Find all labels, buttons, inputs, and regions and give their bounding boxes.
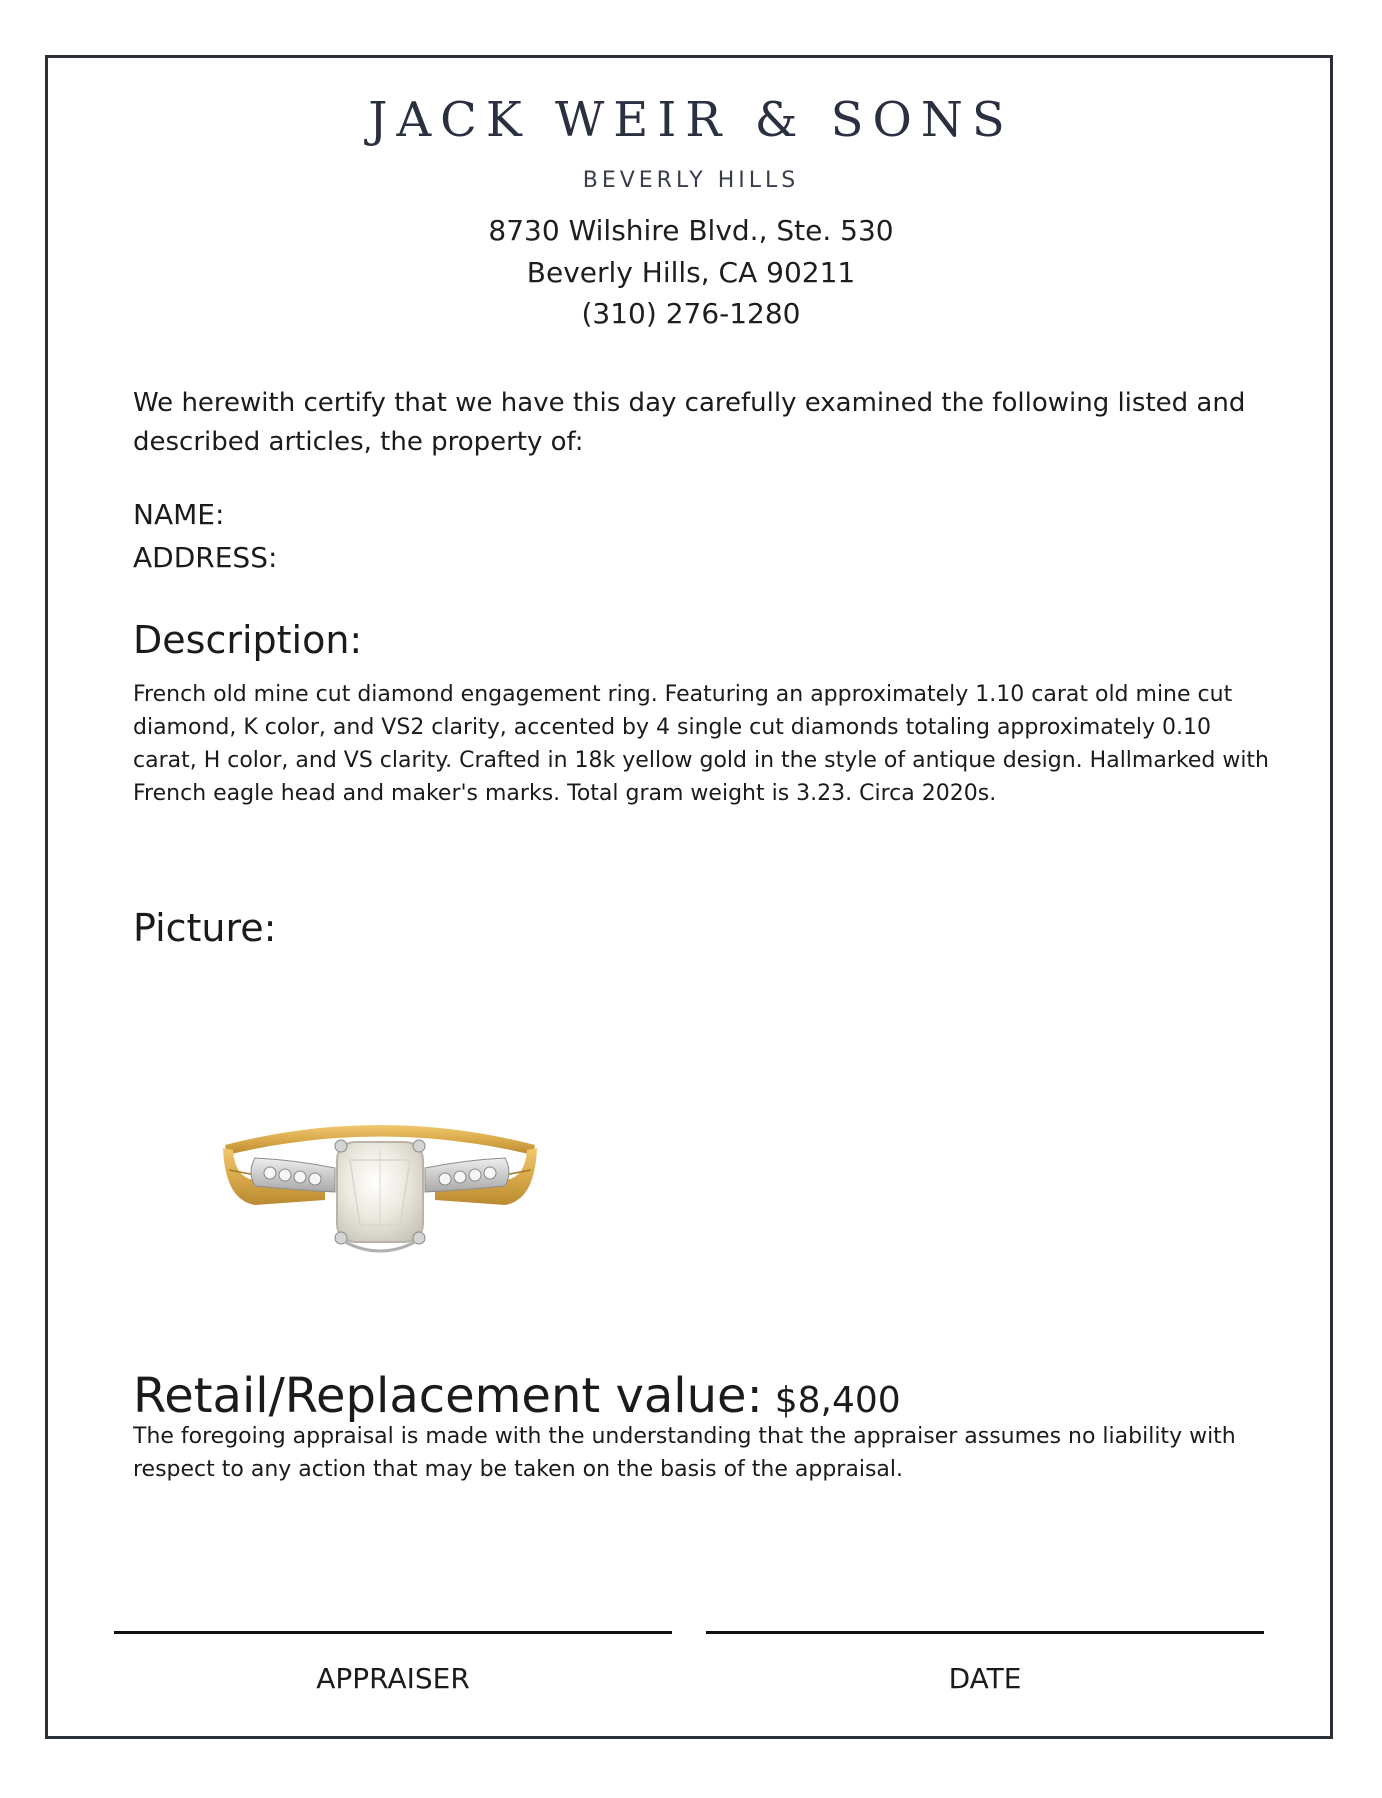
date-label: DATE: [948, 1662, 1022, 1695]
valuation-amount: $8,400: [774, 1380, 901, 1421]
appraiser-signature-line: [114, 1631, 672, 1634]
valuation-label: Retail/Replacement value:: [133, 1368, 763, 1424]
phone-number: (310) 276-1280: [581, 297, 801, 330]
brand-name: JACK WEIR & SONS: [368, 92, 1014, 148]
certification-text: We herewith certify that we have this day carefully examined the following listed and described articles, the property of:: [133, 388, 1246, 457]
address-label: ADDRESS:: [133, 541, 278, 574]
appraisal-disclaimer: The foregoing appraisal is made with the understanding that the appraiser assumes no liability with respect to any action that may be taken on the basis of the appraisal.: [133, 1424, 1236, 1482]
valuation-line: [133, 1368, 901, 1424]
ring-photo: [215, 1100, 545, 1270]
brand-location: BEVERLY HILLS: [582, 168, 800, 193]
picture-heading: Picture:: [133, 906, 277, 950]
description-heading: Description:: [133, 618, 363, 662]
date-signature-line: [706, 1631, 1264, 1634]
description-text: French old mine cut diamond engagement ring. Featuring an approximately 1.10 carat old mine cut diamond, K color, and VS2 clarity, accented by 4 single cut diamonds totaling approximately 0.10 carat, H color, and VS clarity. Crafted in 18k yellow gold in the style of antique design. Hallmarked with French eagle head and maker's marks. Total gram weight is 3.23. Circa 2020s.: [133, 682, 1269, 806]
street-address: 8730 Wilshire Blvd., Ste. 530: [488, 214, 894, 247]
name-label: NAME:: [133, 498, 225, 531]
city-address: Beverly Hills, CA 90211: [526, 256, 856, 289]
appraiser-label: APPRAISER: [316, 1662, 470, 1695]
